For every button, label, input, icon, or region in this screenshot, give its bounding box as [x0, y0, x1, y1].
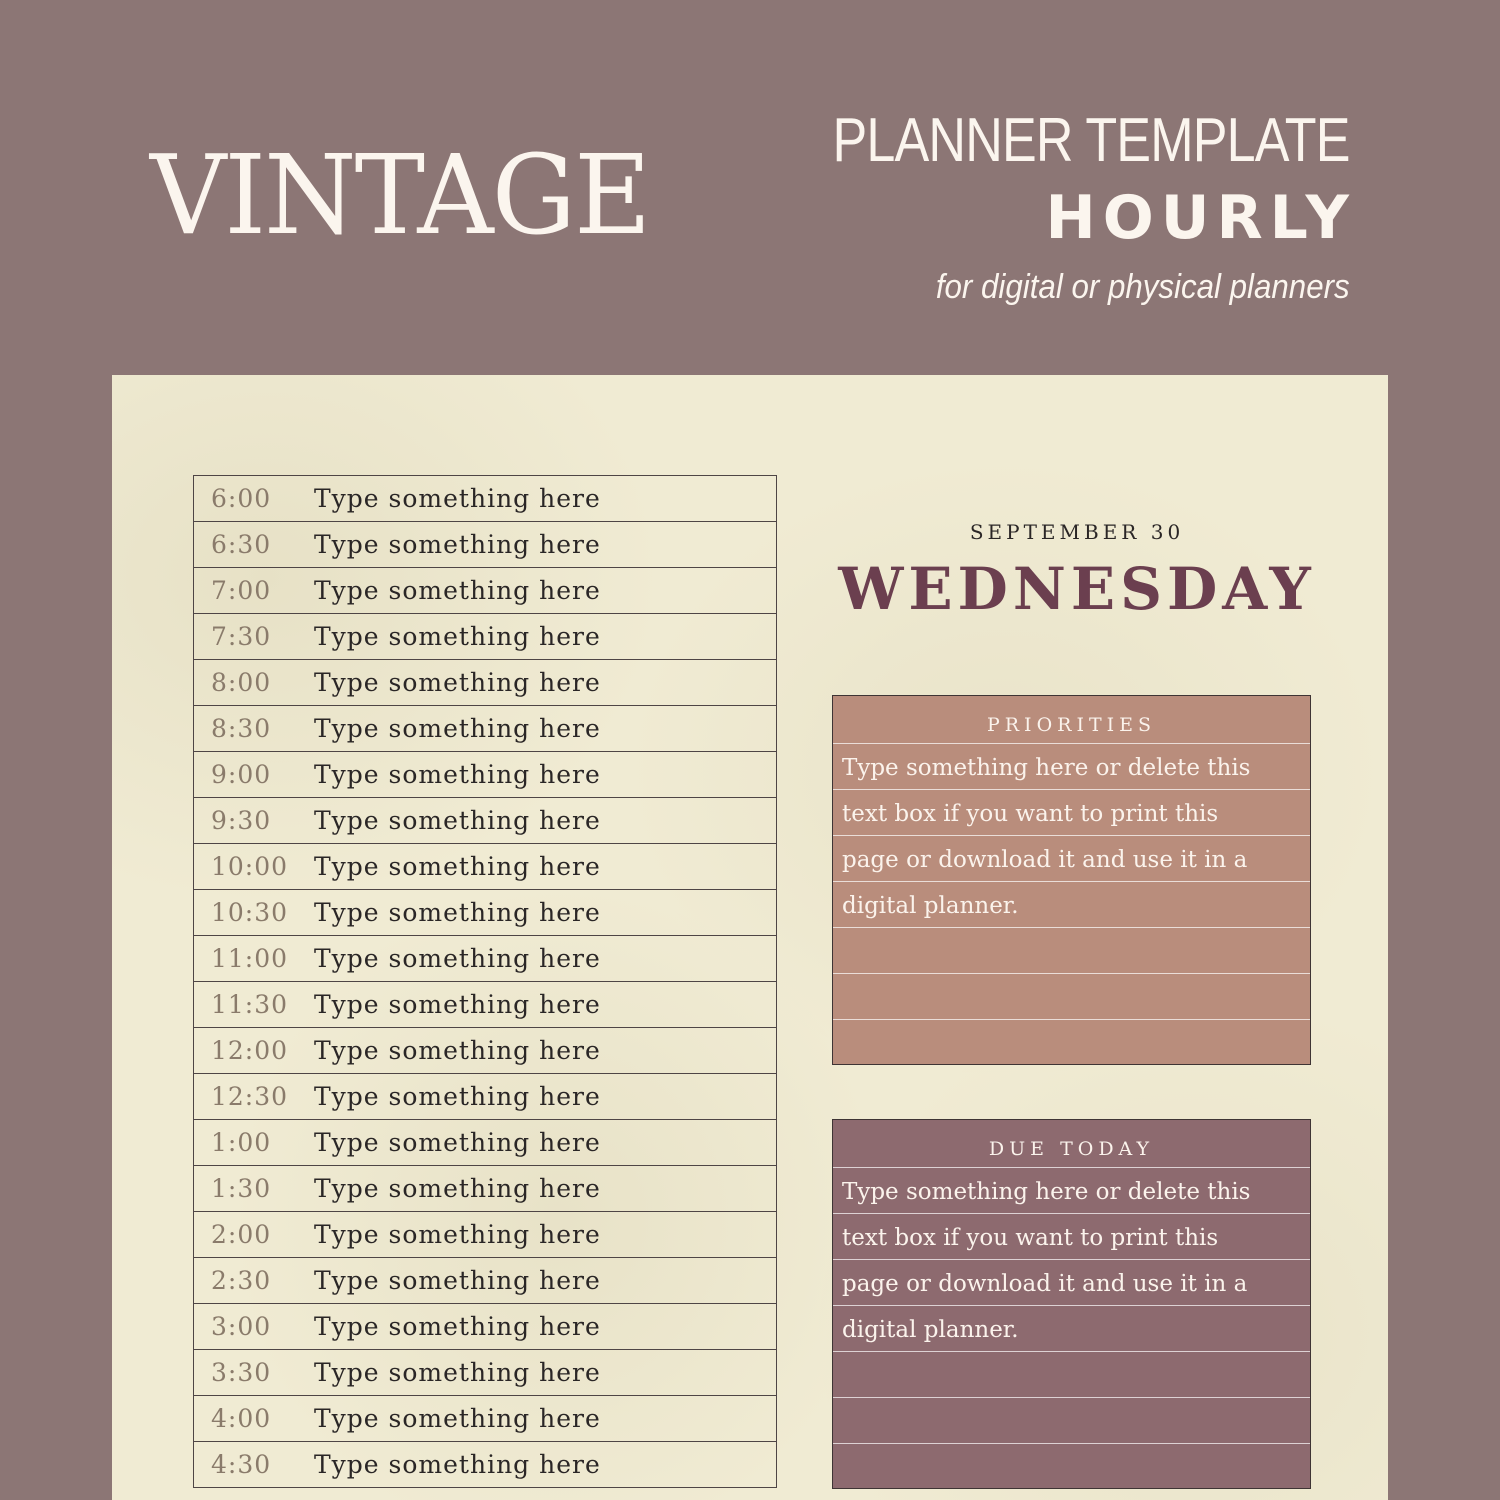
due-today-card	[832, 1119, 1311, 1489]
schedule-entry-field[interactable]: Type something here	[314, 1036, 601, 1065]
due-today-line[interactable]	[833, 1168, 1310, 1214]
schedule-entry-field[interactable]: Type something here	[314, 944, 601, 973]
schedule-entry-field[interactable]: Type something here	[314, 1220, 601, 1249]
priorities-line[interactable]	[833, 790, 1310, 836]
schedule-row	[194, 1074, 776, 1120]
priorities-line[interactable]	[833, 974, 1310, 1020]
schedule-entry-field[interactable]: Type something here	[314, 1358, 601, 1387]
time-label: 2:00	[211, 1220, 272, 1249]
schedule-row	[194, 844, 776, 890]
schedule-row	[194, 660, 776, 706]
template-subtitle: for digital or physical planners	[936, 268, 1350, 306]
priorities-line[interactable]	[833, 928, 1310, 974]
priorities-line[interactable]	[833, 1020, 1310, 1065]
schedule-entry-field[interactable]: Type something here	[314, 1082, 601, 1111]
priorities-line-text: Type something here or delete this	[842, 755, 1251, 781]
time-label: 1:00	[211, 1128, 272, 1157]
date-label: SEPTEMBER 30	[969, 520, 1185, 544]
schedule-row	[194, 1304, 776, 1350]
due-today-line-text: text box if you want to print this	[842, 1225, 1219, 1251]
schedule-entry-field[interactable]: Type something here	[314, 1128, 601, 1157]
time-label: 8:00	[211, 668, 272, 697]
schedule-row	[194, 1212, 776, 1258]
time-label: 2:30	[211, 1266, 272, 1295]
schedule-row	[194, 1350, 776, 1396]
schedule-entry-field[interactable]: Type something here	[314, 898, 601, 927]
time-label: 4:00	[211, 1404, 272, 1433]
schedule-row	[194, 1028, 776, 1074]
due-today-line[interactable]	[833, 1214, 1310, 1260]
time-label: 4:30	[211, 1450, 272, 1479]
schedule-row	[194, 1166, 776, 1212]
time-label: 11:30	[211, 990, 289, 1019]
time-label: 3:30	[211, 1358, 272, 1387]
brand-title: VINTAGE	[150, 131, 650, 259]
schedule-row	[194, 798, 776, 844]
schedule-entry-field[interactable]: Type something here	[314, 1404, 601, 1433]
schedule-row	[194, 890, 776, 936]
time-label: 6:00	[211, 484, 272, 513]
schedule-entry-field[interactable]: Type something here	[314, 990, 601, 1019]
time-label: 3:00	[211, 1312, 272, 1341]
time-label: 9:30	[211, 806, 272, 835]
schedule-entry-field[interactable]: Type something here	[314, 1174, 601, 1203]
due-today-line-text: digital planner.	[842, 1317, 1019, 1343]
schedule-row	[194, 568, 776, 614]
schedule-row	[194, 982, 776, 1028]
due-today-line[interactable]	[833, 1352, 1310, 1398]
due-today-line[interactable]	[833, 1260, 1310, 1306]
due-today-line[interactable]	[833, 1398, 1310, 1444]
schedule-row	[194, 522, 776, 568]
schedule-row	[194, 1258, 776, 1304]
schedule-row	[194, 1442, 776, 1488]
header-right	[734, 106, 1356, 307]
hourly-schedule	[193, 475, 777, 1488]
time-label: 12:30	[211, 1082, 289, 1111]
time-label: 7:30	[211, 622, 272, 651]
schedule-entry-field[interactable]: Type something here	[314, 484, 601, 513]
schedule-entry-field[interactable]: Type something here	[314, 852, 601, 881]
schedule-entry-field[interactable]: Type something here	[314, 806, 601, 835]
priorities-lines	[833, 744, 1310, 1065]
priorities-line[interactable]	[833, 836, 1310, 882]
due-today-line[interactable]	[833, 1306, 1310, 1352]
due-today-title: DUE TODAY	[833, 1120, 1310, 1168]
priorities-card	[832, 695, 1311, 1065]
time-label: 8:30	[211, 714, 272, 743]
schedule-entry-field[interactable]: Type something here	[314, 760, 601, 789]
priorities-line-text: text box if you want to print this	[842, 801, 1219, 827]
due-today-lines	[833, 1168, 1310, 1489]
priorities-line-text: page or download it and use it in a	[842, 847, 1248, 873]
template-type: HOURLY	[1045, 183, 1356, 253]
schedule-entry-field[interactable]: Type something here	[314, 714, 601, 743]
schedule-row	[194, 936, 776, 982]
schedule-entry-field[interactable]: Type something here	[314, 1312, 601, 1341]
due-today-line[interactable]	[833, 1444, 1310, 1489]
due-today-line-text: Type something here or delete this	[842, 1179, 1251, 1205]
schedule-row	[194, 476, 776, 522]
schedule-row	[194, 1396, 776, 1442]
schedule-row	[194, 1120, 776, 1166]
schedule-entry-field[interactable]: Type something here	[314, 530, 601, 559]
schedule-entry-field[interactable]: Type something here	[314, 622, 601, 651]
planner-page	[112, 375, 1388, 1500]
priorities-line[interactable]	[833, 744, 1310, 790]
time-label: 10:30	[211, 898, 289, 927]
schedule-entry-field[interactable]: Type something here	[314, 1450, 601, 1479]
priorities-line[interactable]	[833, 882, 1310, 928]
schedule-entry-field[interactable]: Type something here	[314, 668, 601, 697]
priorities-line-text: digital planner.	[842, 893, 1019, 919]
schedule-row	[194, 752, 776, 798]
time-label: 12:00	[211, 1036, 289, 1065]
time-label: 1:30	[211, 1174, 272, 1203]
schedule-entry-field[interactable]: Type something here	[314, 1266, 601, 1295]
day-label: WEDNESDAY	[838, 555, 1316, 623]
time-label: 9:00	[211, 760, 272, 789]
due-today-line-text: page or download it and use it in a	[842, 1271, 1248, 1297]
schedule-entry-field[interactable]: Type something here	[314, 576, 601, 605]
template-title: PLANNER TEMPLATE	[832, 106, 1350, 175]
priorities-title: PRIORITIES	[833, 696, 1310, 744]
time-label: 10:00	[211, 852, 289, 881]
schedule-row	[194, 706, 776, 752]
time-label: 7:00	[211, 576, 272, 605]
time-label: 11:00	[211, 944, 289, 973]
schedule-row	[194, 614, 776, 660]
time-label: 6:30	[211, 530, 272, 559]
